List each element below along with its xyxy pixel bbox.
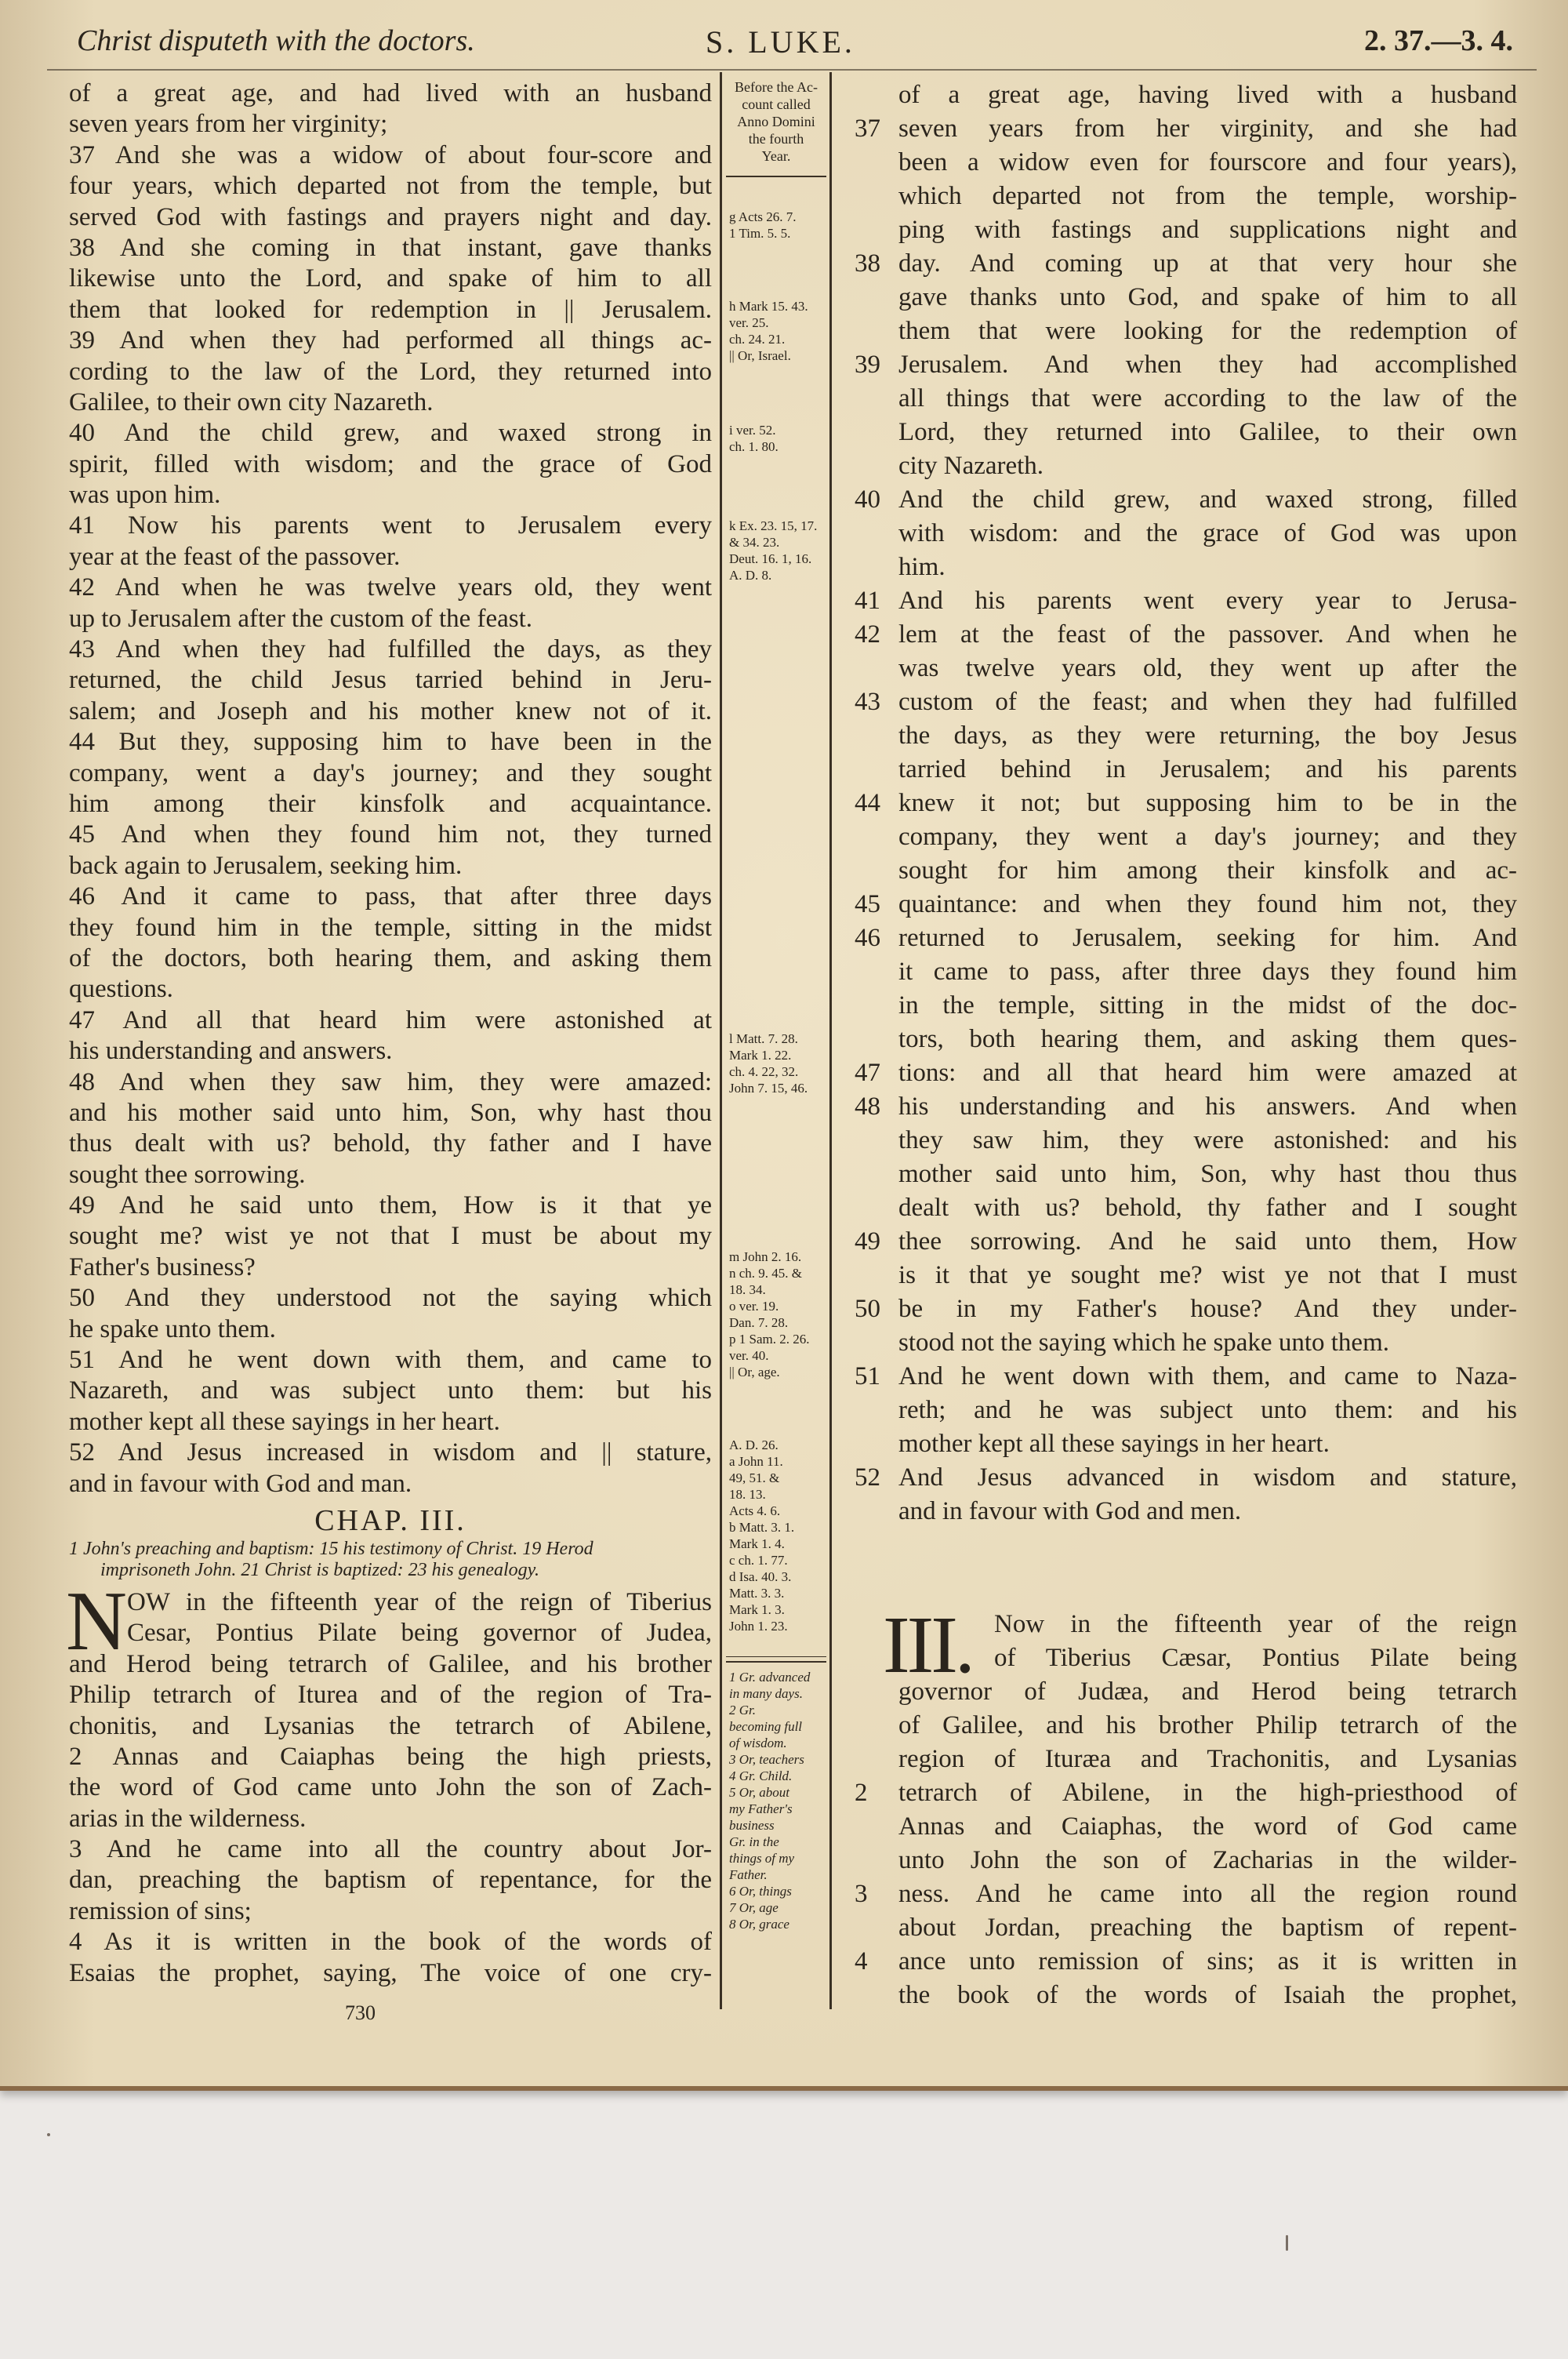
verse-row — [855, 517, 1517, 551]
text-line: sought for him among their kinsfolk and ac- — [898, 856, 1517, 885]
text-line: him. — [898, 553, 946, 581]
verse-number: 39 — [855, 351, 880, 379]
verse-row — [855, 989, 1517, 1023]
text-line: 48 And when they saw him, they were amazed: — [69, 1067, 712, 1096]
text-line: four years, which departed not from the temple, but — [69, 172, 712, 201]
text-line: Esaias the prophet, saying, The voice of one cry- — [69, 1958, 712, 1987]
margin-reference: ch. 4. 22, 32. — [729, 1064, 799, 1079]
text-line: and in favour with God and man. — [69, 1469, 412, 1498]
verse-row — [855, 854, 1517, 888]
verse-number: 37 — [855, 114, 880, 143]
text-line: was twelve years old, they went up after the — [898, 654, 1517, 682]
margin-heading — [726, 78, 826, 165]
text-line: of a great age, and had lived with an husband — [69, 79, 712, 107]
text-line: city Nazareth. — [898, 452, 1044, 480]
verse-row — [855, 1945, 1517, 1979]
margin-reference-group — [729, 422, 826, 455]
margin-reference-group — [729, 1030, 826, 1096]
revised-chapter-three — [855, 1600, 1517, 2012]
margin-reference: business — [729, 1818, 775, 1833]
verse-row — [855, 180, 1517, 213]
margin-reference: becoming full — [729, 1719, 803, 1734]
text-line: was upon him. — [69, 481, 221, 510]
verse-number: 47 — [855, 1059, 880, 1087]
text-line: company, went a day's journey; and they sought — [69, 758, 712, 787]
margin-reference: & 34. 23. — [729, 535, 780, 550]
text-line: day. And coming up at that very hour she — [898, 249, 1517, 278]
text-line: him among their kinsfolk and acquaintance. — [69, 789, 712, 818]
verse-number: 3 — [855, 1880, 868, 1908]
verse-row — [855, 1056, 1517, 1090]
chapter-summary-line: 1 John's preaching and baptism: 15 his testimony of Christ. 19 Herod — [69, 1538, 593, 1559]
verse-row — [855, 652, 1517, 685]
text-line: ness. And he came into all the region round — [898, 1880, 1517, 1908]
text-line: arias in the wilderness. — [69, 1804, 307, 1833]
margin-reference: Mark 1. 3. — [729, 1602, 785, 1617]
header-rule — [47, 69, 1537, 71]
margin-heading-line: Anno Domini — [737, 114, 815, 129]
text-line: seven years from her virginity, and she had — [898, 114, 1517, 143]
text-line: chonitis, and Lysanias the tetrarch of Abilene, — [69, 1711, 712, 1740]
margin-reference-group — [729, 1437, 826, 1634]
verse-number: 48 — [855, 1092, 880, 1121]
text-line: Galilee, to their own city Nazareth. — [69, 387, 434, 416]
text-line: 51 And he went down with them, and came to — [69, 1346, 712, 1375]
verse-row — [855, 449, 1517, 483]
verse-row — [855, 1394, 1517, 1427]
margin-reference: Deut. 16. 1, 16. — [729, 551, 812, 566]
verse-row — [855, 1259, 1517, 1292]
text-line: mother kept all these sayings in her heart. — [898, 1430, 1330, 1458]
margin-reference: things of my — [729, 1851, 795, 1866]
margin-reference-group — [729, 1669, 826, 1932]
text-line: about Jordan, preaching the baptism of repent- — [898, 1914, 1517, 1942]
margin-reference: 1 Gr. advanced — [729, 1670, 811, 1685]
left-text-block — [69, 78, 712, 1499]
text-line: Jerusalem. And when they had accomplished — [898, 351, 1517, 379]
margin-reference: i ver. 52. — [729, 423, 776, 438]
verse-row — [855, 1911, 1517, 1945]
text-line: region of Ituræa and Trachonitis, and Lysanias — [898, 1745, 1517, 1773]
margin-reference-group — [729, 298, 826, 364]
text-line: Lord, they returned into Galilee, to their own — [898, 418, 1517, 446]
text-line: tetrarch of Abilene, in the high-priesthood of — [898, 1779, 1517, 1807]
verse-number: 46 — [855, 924, 880, 952]
text-line: 44 But they, supposing him to have been in the — [69, 728, 712, 757]
text-line: of Galilee, and his brother Philip tetrarch of the — [898, 1711, 1517, 1739]
margin-reference: A. D. 26. — [729, 1438, 779, 1452]
margin-reference: Matt. 3. 3. — [729, 1586, 785, 1601]
text-line: thus dealt with us? behold, thy father and I have — [69, 1129, 712, 1158]
text-line: which departed not from the temple, worship- — [898, 182, 1517, 210]
margin-heading-line: count called — [742, 96, 811, 112]
margin-reference: || Or, Israel. — [729, 348, 791, 363]
verse-row — [855, 1709, 1517, 1743]
text-line: Philip tetrarch of Iturea and of the region of Tra- — [69, 1681, 712, 1710]
text-line: of the doctors, both hearing them, and asking them — [69, 943, 712, 972]
text-line: custom of the feast; and when they had fulfilled — [898, 688, 1517, 716]
text-line: 52 And Jesus increased in wisdom and || stature, — [69, 1438, 712, 1467]
verse-row — [855, 955, 1517, 989]
margin-reference: 49, 51. & — [729, 1470, 780, 1485]
text-line: be in my Father's house? And they under- — [898, 1295, 1517, 1323]
text-line: they saw him, they were astonished: and his — [898, 1126, 1517, 1154]
verse-row — [855, 787, 1517, 820]
text-line: lem at the feast of the passover. And when he — [898, 620, 1517, 649]
verse-number: 41 — [855, 587, 880, 615]
verse-row — [855, 1326, 1517, 1360]
text-line: sought me? wist ye not that I must be about my — [69, 1222, 712, 1251]
text-line: returned to Jerusalem, seeking for him. And — [898, 924, 1517, 952]
text-line: And his parents went every year to Jerusa- — [898, 587, 1517, 615]
authorized-version-column — [66, 78, 712, 1989]
verse-row — [855, 584, 1517, 618]
margin-reference-group — [729, 518, 826, 583]
verse-row — [855, 1675, 1517, 1709]
text-line: questions. — [69, 975, 173, 1004]
text-line: his understanding and his answers. And when — [898, 1092, 1517, 1121]
text-line: it came to pass, after three days they found him — [898, 958, 1517, 986]
text-line: been a widow even for fourscore and four years), — [898, 148, 1517, 176]
verse-number: 42 — [855, 620, 880, 649]
margin-reference: ch. 24. 21. — [729, 332, 786, 347]
margin-reference: a John 11. — [729, 1454, 783, 1469]
text-line: all things that were according to the law of the — [898, 384, 1517, 413]
text-line: company, they went a day's journey; and they — [898, 823, 1517, 851]
text-line: in the temple, sitting in the midst of the doc- — [898, 991, 1517, 1020]
margin-reference: k Ex. 23. 15, 17. — [729, 518, 818, 533]
verse-row — [855, 1124, 1517, 1158]
text-line: 43 And when they had fulfilled the days, as they — [69, 635, 712, 664]
margin-reference: p 1 Sam. 2. 26. — [729, 1332, 810, 1347]
verse-row — [855, 618, 1517, 652]
verse-row — [855, 281, 1517, 314]
text-line: spirit, filled with wisdom; and the grace of God — [69, 449, 712, 478]
text-line: 42 And when he was twelve years old, they went — [69, 573, 712, 602]
margin-reference: Acts 4. 6. — [729, 1503, 781, 1518]
verse-row — [855, 1877, 1517, 1911]
text-line: stood not the saying which he spake unto them. — [898, 1329, 1389, 1357]
text-line: 38 And she coming in that instant, gave thanks — [69, 233, 712, 262]
verse-number: 38 — [855, 249, 880, 278]
verse-row — [855, 1641, 1517, 1675]
text-line: tors, both hearing them, and asking them ques- — [898, 1025, 1517, 1053]
margin-reference: 2 Gr. — [729, 1703, 757, 1717]
text-line: ance unto remission of sins; as it is written in — [898, 1947, 1517, 1976]
margin-reference: 5 Or, about — [729, 1785, 789, 1800]
page-number: 730 — [345, 2001, 376, 2024]
verse-row — [855, 1023, 1517, 1056]
verse-number: 52 — [855, 1463, 880, 1492]
margin-rule-right — [829, 72, 832, 2009]
text-line: quaintance: and when they found him not, they — [898, 890, 1517, 918]
margin-reference: in many days. — [729, 1686, 803, 1701]
indented-lines — [69, 1587, 712, 1649]
paper-speck — [47, 2133, 50, 2136]
margin-reference: John 7. 15, 46. — [729, 1081, 808, 1096]
margin-reference: b Matt. 3. 1. — [729, 1520, 795, 1535]
text-line: year at the feast of the passover. — [69, 542, 401, 571]
text-line: cording to the law of the Lord, they returned into — [69, 357, 712, 386]
margin-reference: Mark 1. 22. — [729, 1048, 792, 1063]
verse-row — [855, 1495, 1517, 1528]
verse-row — [855, 112, 1517, 146]
margin-reference: Dan. 7. 28. — [729, 1315, 789, 1330]
text-line: 41 Now his parents went to Jerusalem every — [69, 511, 712, 540]
text-line: 4 As it is written in the book of the words of — [69, 1928, 712, 1957]
margin-reference: John 1. 23. — [729, 1619, 788, 1634]
verse-row — [855, 1608, 1517, 1641]
chapter-summary-line: imprisoneth John. 21 Christ is baptized: 23 his genealogy. — [100, 1559, 539, 1580]
margin-reference: 3 Or, teachers — [729, 1752, 804, 1767]
text-line: salem; and Joseph and his mother knew not of it. — [69, 696, 712, 725]
text-line: and Herod being tetrarch of Galilee, and his brother — [69, 1649, 712, 1678]
verse-row — [855, 1743, 1517, 1776]
verse-row — [855, 1844, 1517, 1877]
verse-row — [855, 416, 1517, 449]
paper-speck — [1286, 2235, 1288, 2251]
chapter-title: CHAP. III. — [314, 1503, 466, 1537]
text-line: and in favour with God and men. — [898, 1497, 1242, 1525]
verse-number: 49 — [855, 1227, 880, 1256]
verse-row — [855, 921, 1517, 955]
margin-reference: 8 Or, grace — [729, 1917, 789, 1932]
text-line: the book of the words of Isaiah the prophet, — [898, 1981, 1517, 2009]
verse-row — [855, 1360, 1517, 1394]
margin-reference: Gr. in the — [729, 1834, 779, 1849]
verse-row — [855, 1191, 1517, 1225]
text-line: his understanding and answers. — [69, 1037, 393, 1066]
margin-reference: n ch. 9. 45. & — [729, 1266, 803, 1281]
text-line: 45 And when they found him not, they turned — [69, 820, 712, 849]
text-line: the word of God came unto John the son of Zach- — [69, 1773, 712, 1802]
text-line: up to Jerusalem after the custom of the feast. — [69, 604, 533, 633]
margin-reference: c ch. 1. 77. — [729, 1553, 788, 1568]
verse-row — [855, 1461, 1517, 1495]
text-line: ping with fastings and supplications night and — [898, 216, 1517, 244]
text-line: returned, the child Jesus tarried behind in Jeru- — [69, 666, 712, 695]
verse-row — [855, 820, 1517, 854]
margin-reference: 4 Gr. Child. — [729, 1768, 793, 1783]
text-line: Cesar, Pontius Pilate being governor of Judea, — [127, 1619, 712, 1648]
verse-row — [855, 1090, 1517, 1124]
verse-row — [855, 753, 1517, 787]
text-line: reth; and he was subject unto them: and his — [898, 1396, 1517, 1424]
margin-reference: Father. — [729, 1867, 768, 1882]
verse-row — [855, 1292, 1517, 1326]
text-line: 37 And she was a widow of about four-score and — [69, 140, 712, 169]
verse-row — [855, 348, 1517, 382]
verse-row — [855, 1158, 1517, 1191]
verse-number: 50 — [855, 1295, 880, 1323]
margin-reference: ver. 40. — [729, 1348, 769, 1363]
text-line: he spake unto them. — [69, 1314, 276, 1343]
margin-reference: A. D. 8. — [729, 568, 772, 583]
margin-heading-line: the fourth — [748, 131, 804, 147]
margin-heading-line: Year. — [761, 148, 791, 164]
margin-reference-group — [729, 1249, 826, 1380]
margin-heading-rule — [726, 176, 826, 177]
verse-row — [855, 719, 1517, 753]
margin-reference: 18. 13. — [729, 1487, 766, 1502]
verse-row — [855, 551, 1517, 584]
verse-row — [855, 685, 1517, 719]
margin-reference: o ver. 19. — [729, 1299, 779, 1314]
text-line: seven years from her virginity; — [69, 110, 388, 139]
verse-row — [855, 213, 1517, 247]
margin-reference: of wisdom. — [729, 1736, 787, 1750]
text-line: knew it not; but supposing him to be in the — [898, 789, 1517, 817]
text-line: 49 And he said unto them, How is it that ye — [69, 1191, 712, 1220]
verse-number: 4 — [855, 1947, 868, 1976]
margin-reference: h Mark 15. 43. — [729, 299, 808, 314]
text-line: And he went down with them, and came to Naza- — [898, 1362, 1517, 1390]
text-line: dan, preaching the baptism of repentance, for the — [69, 1866, 712, 1895]
chapter-numeral: III. — [883, 1600, 972, 1690]
margin-reference: ver. 25. — [729, 315, 769, 330]
margin-reference: m John 2. 16. — [729, 1249, 802, 1264]
text-line: mother kept all these sayings in her heart. — [69, 1407, 500, 1436]
text-line: thee sorrowing. And he said unto them, How — [898, 1227, 1517, 1256]
text-line: 2 Annas and Caiaphas being the high priests, — [69, 1742, 712, 1771]
running-head-verses: 2. 37.—3. 4. — [1364, 24, 1513, 57]
text-line: of a great age, having lived with a husband — [898, 81, 1517, 109]
verse-number: 2 — [855, 1779, 868, 1807]
text-line: 39 And when they had performed all things ac- — [69, 326, 712, 355]
revised-chapter-text — [855, 1600, 1517, 2012]
margin-heading-line: Before the Ac- — [735, 79, 818, 95]
text-line: Nazareth, and was subject unto them: but his — [69, 1376, 712, 1405]
verse-number: 51 — [855, 1362, 880, 1390]
text-line: 47 And all that heard him were astonished at — [69, 1005, 712, 1034]
verse-row — [855, 382, 1517, 416]
text-line: tions: and all that heard him were amazed at — [898, 1059, 1517, 1087]
margin-rule-left — [720, 72, 722, 2009]
verse-row — [855, 1776, 1517, 1810]
text-line: Father's business? — [69, 1252, 256, 1281]
verse-row — [855, 1427, 1517, 1461]
verse-number: 45 — [855, 890, 880, 918]
text-line: the days, as they were returning, the boy Jesus — [898, 722, 1517, 750]
verse-number: 44 — [855, 789, 880, 817]
text-line: And Jesus advanced in wisdom and stature, — [898, 1463, 1517, 1492]
verse-row — [855, 78, 1517, 112]
margin-notes-rule — [726, 1661, 826, 1663]
text-line: And the child grew, and waxed strong, filled — [898, 485, 1517, 514]
text-line: 46 And it came to pass, that after three days — [69, 882, 712, 911]
text-line: mother said unto him, Son, why hast thou thus — [898, 1160, 1517, 1188]
text-line: unto John the son of Zacharias in the wilder- — [898, 1846, 1517, 1874]
text-line: is it that ye sought me? wist ye not that I must — [898, 1261, 1517, 1289]
verse-row — [855, 314, 1517, 348]
text-line: Now in the fifteenth year of the reign — [994, 1610, 1517, 1638]
margin-reference: 18. 34. — [729, 1282, 766, 1297]
verse-row — [855, 1810, 1517, 1844]
text-line: them that looked for redemption in || Jerusalem. — [69, 295, 712, 324]
margin-notes-rule — [726, 1656, 826, 1657]
running-head-book: S. LUKE. — [706, 24, 855, 60]
text-line: OW in the fifteenth year of the reign of Tiberius — [127, 1587, 712, 1616]
margin-reference: Mark 1. 4. — [729, 1536, 785, 1551]
margin-reference: g Acts 26. 7. — [729, 209, 797, 224]
verse-row — [855, 888, 1517, 921]
text-line: dealt with us? behold, thy father and I sought — [898, 1194, 1517, 1222]
running-head-left: Christ disputeth with the doctors. — [77, 24, 475, 57]
verse-row — [855, 483, 1517, 517]
text-line: remission of sins; — [69, 1896, 252, 1925]
verse-row — [855, 146, 1517, 180]
text-line: gave thanks unto God, and spake of him to all — [898, 283, 1517, 311]
text-line: governor of Judæa, and Herod being tetrarch — [898, 1677, 1517, 1706]
revised-version-column — [855, 78, 1517, 1528]
text-line: 3 And he came into all the country about Jor- — [69, 1835, 712, 1864]
margin-reference: d Isa. 40. 3. — [729, 1569, 792, 1584]
text-line: 50 And they understood not the saying which — [69, 1284, 712, 1313]
text-line: Annas and Caiaphas, the word of God came — [898, 1812, 1517, 1841]
verse-number: 43 — [855, 688, 880, 716]
text-line: likewise unto the Lord, and spake of him to all — [69, 264, 712, 293]
text-line: served God with fastings and prayers night and day. — [69, 202, 712, 231]
text-line: back again to Jerusalem, seeking him. — [69, 851, 463, 880]
drop-capital: N — [66, 1574, 127, 1668]
margin-reference: 6 Or, things — [729, 1884, 792, 1899]
margin-reference: l Matt. 7. 28. — [729, 1031, 798, 1046]
margin-reference: || Or, age. — [729, 1365, 780, 1379]
margin-reference-group — [729, 209, 826, 242]
text-line: with wisdom: and the grace of God was upon — [898, 519, 1517, 547]
verse-row — [855, 1979, 1517, 2012]
text-line: they found him in the temple, sitting in the midst — [69, 913, 712, 942]
margin-reference: my Father's — [729, 1801, 793, 1816]
text-line: of Tiberius Cæsar, Pontius Pilate being — [994, 1644, 1517, 1672]
text-line: and his mother said unto him, Son, why hast thou — [69, 1098, 712, 1127]
left-text-block-after — [69, 1649, 712, 1989]
verse-number: 40 — [855, 485, 880, 514]
margin-reference: 1 Tim. 5. 5. — [729, 226, 791, 241]
margin-reference: ch. 1. 80. — [729, 439, 779, 454]
verse-row — [855, 247, 1517, 281]
text-line: tarried behind in Jerusalem; and his parents — [898, 755, 1517, 783]
text-line: 40 And the child grew, and waxed strong in — [69, 419, 712, 448]
text-line: them that were looking for the redemption of — [898, 317, 1517, 345]
margin-reference: 7 Or, age — [729, 1900, 779, 1915]
text-line: sought thee sorrowing. — [69, 1160, 306, 1189]
verse-row — [855, 1225, 1517, 1259]
